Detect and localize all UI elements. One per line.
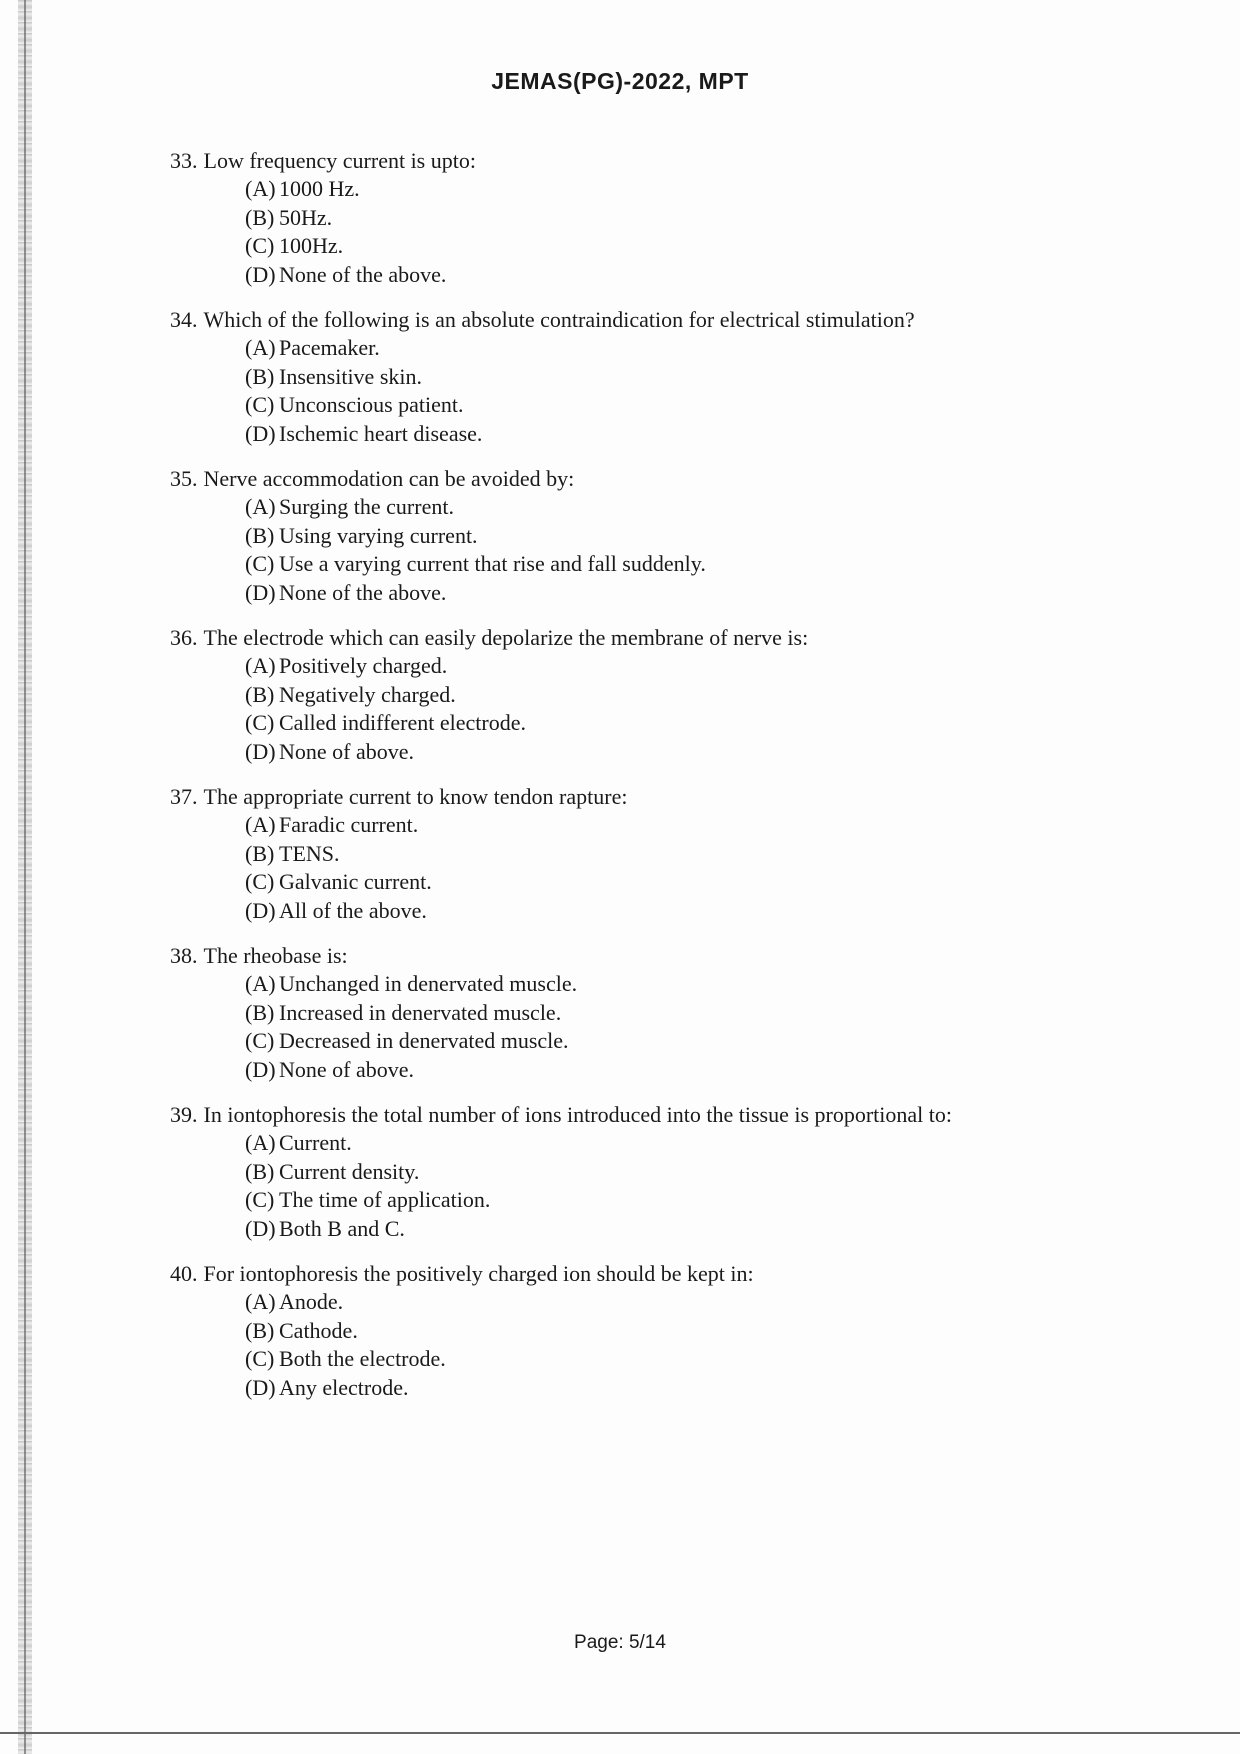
question-item <box>170 305 1090 448</box>
answer-option <box>245 175 1090 204</box>
question-number: 34. <box>170 307 198 332</box>
option-text: Pacemaker. <box>279 335 380 360</box>
answer-option <box>245 1186 1090 1215</box>
question-stem <box>170 1100 1090 1129</box>
option-letter: (B) <box>245 681 275 707</box>
option-text: Both B and C. <box>279 1215 405 1241</box>
answer-option <box>245 1129 1090 1158</box>
option-text: The time of application. <box>279 1187 491 1212</box>
question-text: For iontophoresis the positively charged ion should be kept in: <box>203 1261 754 1286</box>
question-item <box>170 782 1090 925</box>
option-letter: (B) <box>245 840 275 866</box>
option-text: None of the above. <box>279 261 447 287</box>
option-list <box>170 811 1090 925</box>
option-text: None of above. <box>279 738 415 764</box>
option-letter: (C) <box>245 233 275 258</box>
option-letter: (B) <box>245 1317 275 1343</box>
option-letter: (B) <box>245 1158 275 1184</box>
answer-option <box>245 681 1090 710</box>
answer-option <box>245 522 1090 551</box>
option-letter: (C) <box>245 710 275 735</box>
answer-option <box>245 1345 1090 1374</box>
question-item <box>170 146 1090 289</box>
page-number: Page: 5/14 <box>574 1632 666 1653</box>
option-letter: (A) <box>245 335 276 360</box>
question-item <box>170 1259 1090 1402</box>
question-stem <box>170 623 1090 652</box>
option-list <box>170 175 1090 289</box>
question-text: The rheobase is: <box>203 943 348 968</box>
option-letter: (B) <box>245 999 275 1025</box>
option-list <box>170 1288 1090 1402</box>
option-text: Surging the current. <box>279 494 454 519</box>
option-letter: (D) <box>245 897 276 923</box>
answer-option <box>245 811 1090 840</box>
option-letter: (C) <box>245 1028 275 1053</box>
option-letter: (C) <box>245 551 275 576</box>
question-text: Low frequency current is upto: <box>203 148 476 173</box>
answer-option <box>245 1027 1090 1056</box>
option-text: None of above. <box>279 1056 415 1082</box>
answer-option <box>245 1317 1090 1346</box>
answer-option <box>245 550 1090 579</box>
bottom-rule <box>0 1732 1240 1734</box>
answer-option <box>245 840 1090 869</box>
option-text: Unchanged in denervated muscle. <box>279 971 578 996</box>
option-text: Galvanic current. <box>279 869 432 894</box>
question-number: 36. <box>170 625 198 650</box>
option-letter: (C) <box>245 1346 275 1371</box>
option-letter: (B) <box>245 522 275 548</box>
question-stem <box>170 305 1090 334</box>
answer-option <box>245 1158 1090 1187</box>
scan-binding-line <box>24 0 26 1754</box>
option-letter: (C) <box>245 869 275 894</box>
option-text: Insensitive skin. <box>279 363 422 389</box>
answer-option <box>245 232 1090 261</box>
question-number: 35. <box>170 466 198 491</box>
option-text: Negatively charged. <box>279 681 456 707</box>
question-stem <box>170 782 1090 811</box>
answer-option <box>245 204 1090 233</box>
option-letter: (D) <box>245 261 276 287</box>
question-text: Nerve accommodation can be avoided by: <box>203 466 575 491</box>
answer-option <box>245 652 1090 681</box>
option-list <box>170 334 1090 448</box>
option-text: 100Hz. <box>279 233 344 258</box>
option-text: Faradic current. <box>279 812 419 837</box>
answer-option <box>245 1288 1090 1317</box>
option-letter: (B) <box>245 363 275 389</box>
option-text: Anode. <box>279 1289 344 1314</box>
question-item <box>170 1100 1090 1243</box>
question-item <box>170 941 1090 1084</box>
question-list <box>170 146 1090 1418</box>
answer-option <box>245 738 1090 767</box>
page-header-title: JEMAS(PG)-2022, MPT <box>491 68 749 94</box>
option-text: Called indifferent electrode. <box>279 710 526 735</box>
question-number: 39. <box>170 1102 198 1127</box>
option-letter: (A) <box>245 494 276 519</box>
answer-option <box>245 897 1090 926</box>
option-text: None of the above. <box>279 579 447 605</box>
option-text: 50Hz. <box>279 204 333 230</box>
option-text: Current. <box>279 1130 352 1155</box>
answer-option <box>245 391 1090 420</box>
option-letter: (A) <box>245 971 276 996</box>
option-text: Using varying current. <box>279 522 478 548</box>
answer-option <box>245 868 1090 897</box>
option-letter: (D) <box>245 1374 276 1400</box>
option-letter: (D) <box>245 579 276 605</box>
option-text: Both the electrode. <box>279 1346 446 1371</box>
option-letter: (A) <box>245 1130 276 1155</box>
answer-option <box>245 363 1090 392</box>
option-text: Positively charged. <box>279 653 448 678</box>
question-text: The electrode which can easily depolarize the membrane of nerve is: <box>203 625 809 650</box>
answer-option <box>245 493 1090 522</box>
option-text: 1000 Hz. <box>279 176 360 201</box>
answer-option <box>245 709 1090 738</box>
option-letter: (A) <box>245 1289 276 1314</box>
option-text: Current density. <box>279 1158 420 1184</box>
question-text: The appropriate current to know tendon rapture: <box>203 784 628 809</box>
question-text: In iontophoresis the total number of ions introduced into the tissue is proportional to: <box>203 1102 953 1127</box>
question-item <box>170 623 1090 766</box>
question-number: 38. <box>170 943 198 968</box>
answer-option <box>245 334 1090 363</box>
option-letter: (D) <box>245 420 276 446</box>
option-text: Any electrode. <box>279 1374 409 1400</box>
question-item <box>170 464 1090 607</box>
answer-option <box>245 579 1090 608</box>
answer-option <box>245 261 1090 290</box>
option-list <box>170 493 1090 607</box>
option-letter: (D) <box>245 738 276 764</box>
question-number: 40. <box>170 1261 198 1286</box>
option-text: All of the above. <box>279 897 427 923</box>
question-stem <box>170 464 1090 493</box>
answer-option <box>245 420 1090 449</box>
option-text: TENS. <box>279 840 340 866</box>
option-letter: (B) <box>245 204 275 230</box>
answer-option <box>245 1374 1090 1403</box>
option-text: Decreased in denervated muscle. <box>279 1028 569 1053</box>
question-number: 37. <box>170 784 198 809</box>
option-text: Cathode. <box>279 1317 358 1343</box>
option-letter: (A) <box>245 653 276 678</box>
option-text: Use a varying current that rise and fall suddenly. <box>279 551 706 576</box>
option-letter: (D) <box>245 1056 276 1082</box>
question-stem <box>170 941 1090 970</box>
question-stem <box>170 1259 1090 1288</box>
option-letter: (A) <box>245 812 276 837</box>
option-list <box>170 652 1090 766</box>
option-list <box>170 970 1090 1084</box>
option-letter: (C) <box>245 1187 275 1212</box>
answer-option <box>245 1215 1090 1244</box>
option-letter: (D) <box>245 1215 276 1241</box>
option-text: Increased in denervated muscle. <box>279 999 562 1025</box>
option-text: Unconscious patient. <box>279 392 464 417</box>
option-text: Ischemic heart disease. <box>279 420 483 446</box>
option-list <box>170 1129 1090 1243</box>
question-text: Which of the following is an absolute contraindication for electrical stimulation? <box>203 307 915 332</box>
answer-option <box>245 1056 1090 1085</box>
question-stem <box>170 146 1090 175</box>
question-number: 33. <box>170 148 198 173</box>
option-letter: (C) <box>245 392 275 417</box>
answer-option <box>245 999 1090 1028</box>
answer-option <box>245 970 1090 999</box>
option-letter: (A) <box>245 176 276 201</box>
